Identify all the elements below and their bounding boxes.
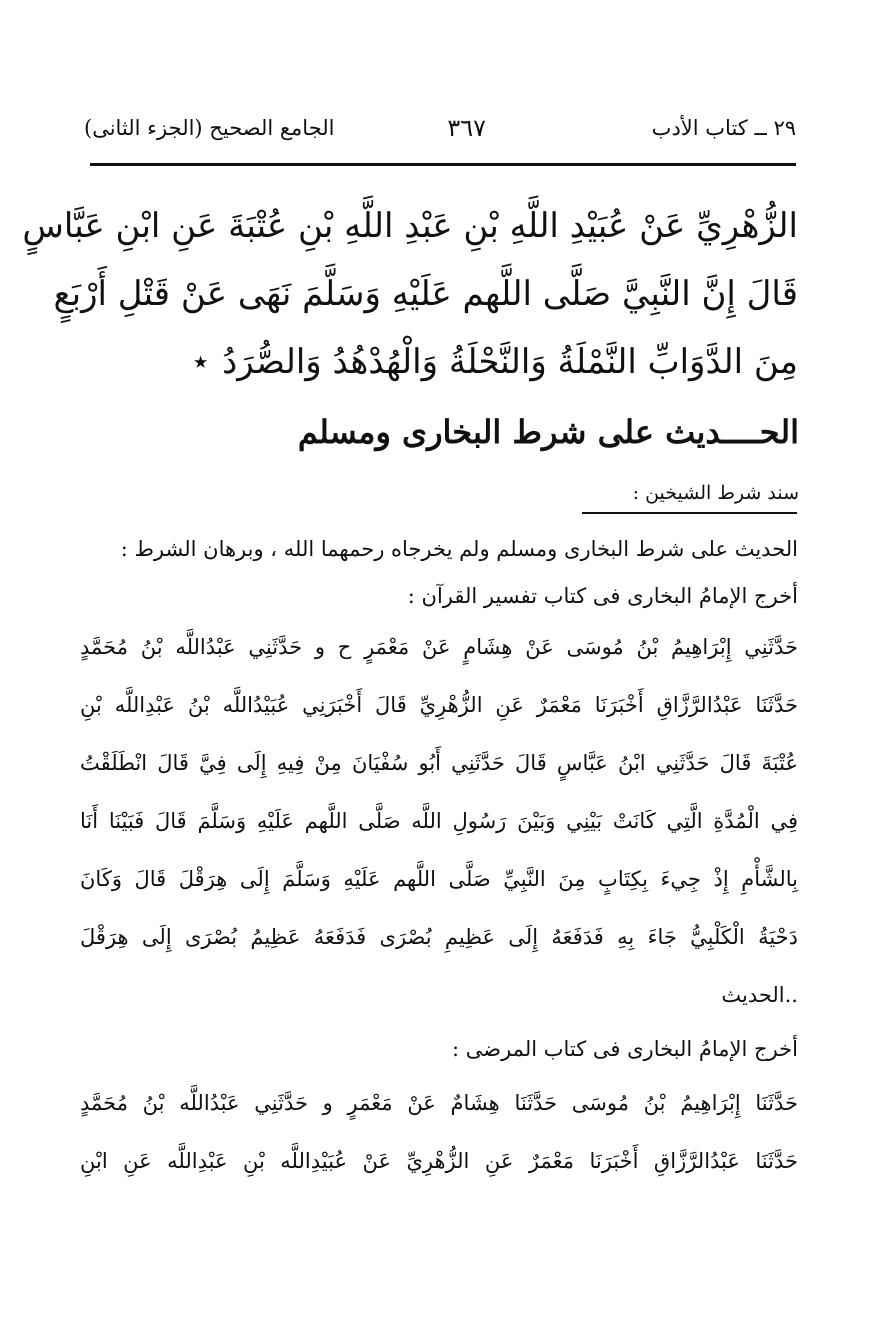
section-underline bbox=[582, 512, 797, 514]
isnad-line: بِالشَّأْمِ إِذْ جِيءَ بِكِتَابٍ مِنَ النَّبِيِّ صَلَّى اللَّهم عَلَيْهِ وَسَلَّمَ إِلَى هِرَقْلَ قَالَ وَكَانَ bbox=[80, 867, 798, 891]
hadith-line: الزُّهْرِيِّ عَنْ عُبَيْدِ اللَّهِ بْنِ عَبْدِ اللَّهِ بْنِ عُتْبَةَ عَنِ ابْنِ عَبَّاسٍ bbox=[22, 206, 798, 246]
hadith-verdict: الحــــديث على شرط البخارى ومسلم bbox=[297, 413, 799, 451]
commentary-body bbox=[80, 520, 798, 1190]
section-label: سند شرط الشيخين : bbox=[632, 482, 799, 504]
header-divider bbox=[90, 163, 796, 166]
isnad-line: فِي الْمُدَّةِ الَّتِي كَانَتْ بَيْنِي وَبَيْنَ رَسُولِ اللَّه صَلَّى اللَّهم عَلَيْهِ وَسَلَّمَ قَالَ فَبَيْنَا أَنَا bbox=[80, 809, 798, 833]
isnad-line: ..الحديث bbox=[721, 983, 798, 1007]
hadith-line: مِنَ الدَّوَابِّ النَّمْلَةُ وَالنَّحْلَةُ وَالْهُدْهُدُ وَالصُّرَدُ ⋆ bbox=[190, 342, 798, 382]
isnad-line: حَدَّثَنِي إِبْرَاهِيمُ بْنُ مُوسَى عَنْ هِشَامٍ عَنْ مَعْمَرٍ ح و حَدَّثَنِي عَبْدُاللَّه بْنُ مُحَمَّدٍ bbox=[80, 635, 798, 659]
isnad-line: دَحْيَةُ الْكَلْبِيُّ جَاءَ بِهِ فَدَفَعَهُ إِلَى عَظِيمِ بُصْرَى فَدَفَعَهُ عَظِيمُ بُصْرَى إِلَى هِرَقْلَ bbox=[80, 925, 798, 949]
intro-paragraph: الحديث على شرط البخارى ومسلم ولم يخرجاه رحمهما الله ، وبرهان الشرط : bbox=[120, 537, 798, 561]
isnad-line: حَدَّثَنَا عَبْدُالرَّزَّاقِ أَخْبَرَنَا مَعْمَرٌ عَنِ الزُّهْرِيِّ قَالَ أَخْبَرَنِي عُبَيْدُاللَّه بْنُ عَبْدِاللَّه بْنِ bbox=[80, 693, 798, 717]
hadith-text bbox=[22, 192, 798, 396]
book-title: الجامع الصحيح (الجزء الثانى) bbox=[84, 116, 335, 140]
source-heading: أخرج الإمامُ البخارى فى كتاب تفسير القرآن : bbox=[407, 584, 798, 608]
page-header bbox=[84, 110, 796, 150]
isnad-line: حَدَّثَنَا عَبْدُالرَّزَّاقِ أَخْبَرَنَا مَعْمَرٌ عَنِ الزُّهْرِيِّ عَنْ عُبَيْدِاللَّه بْنِ عَبْدِاللَّه عَنِ ابْنِ bbox=[80, 1149, 798, 1173]
source-heading: أخرج الإمامُ البخارى فى كتاب المرضى : bbox=[452, 1037, 798, 1061]
hadith-line: قَالَ إِنَّ النَّبِيَّ صَلَّى اللَّهم عَلَيْهِ وَسَلَّمَ نَهَى عَنْ قَتْلِ أَرْبَعٍ bbox=[53, 274, 798, 314]
page-number: ٣٦٧ bbox=[447, 114, 486, 142]
chapter-title: ٢٩ ــ كتاب الأدب bbox=[651, 116, 796, 140]
isnad-line: حَدَّثَنَا إِبْرَاهِيمُ بْنُ مُوسَى حَدَّثَنَا هِشَامٌ عَنْ مَعْمَرٍ و حَدَّثَنِي عَبْدُاللَّه بْنُ مُحَمَّدٍ bbox=[80, 1091, 798, 1115]
isnad-line: عُتْبَةَ قَالَ حَدَّثَنِي ابْنُ عَبَّاسٍ قَالَ حَدَّثَنِي أَبُو سُفْيَانَ مِنْ فِيهِ إِلَى فِيَّ قَالَ انْطَلَقْتُ bbox=[80, 751, 798, 775]
